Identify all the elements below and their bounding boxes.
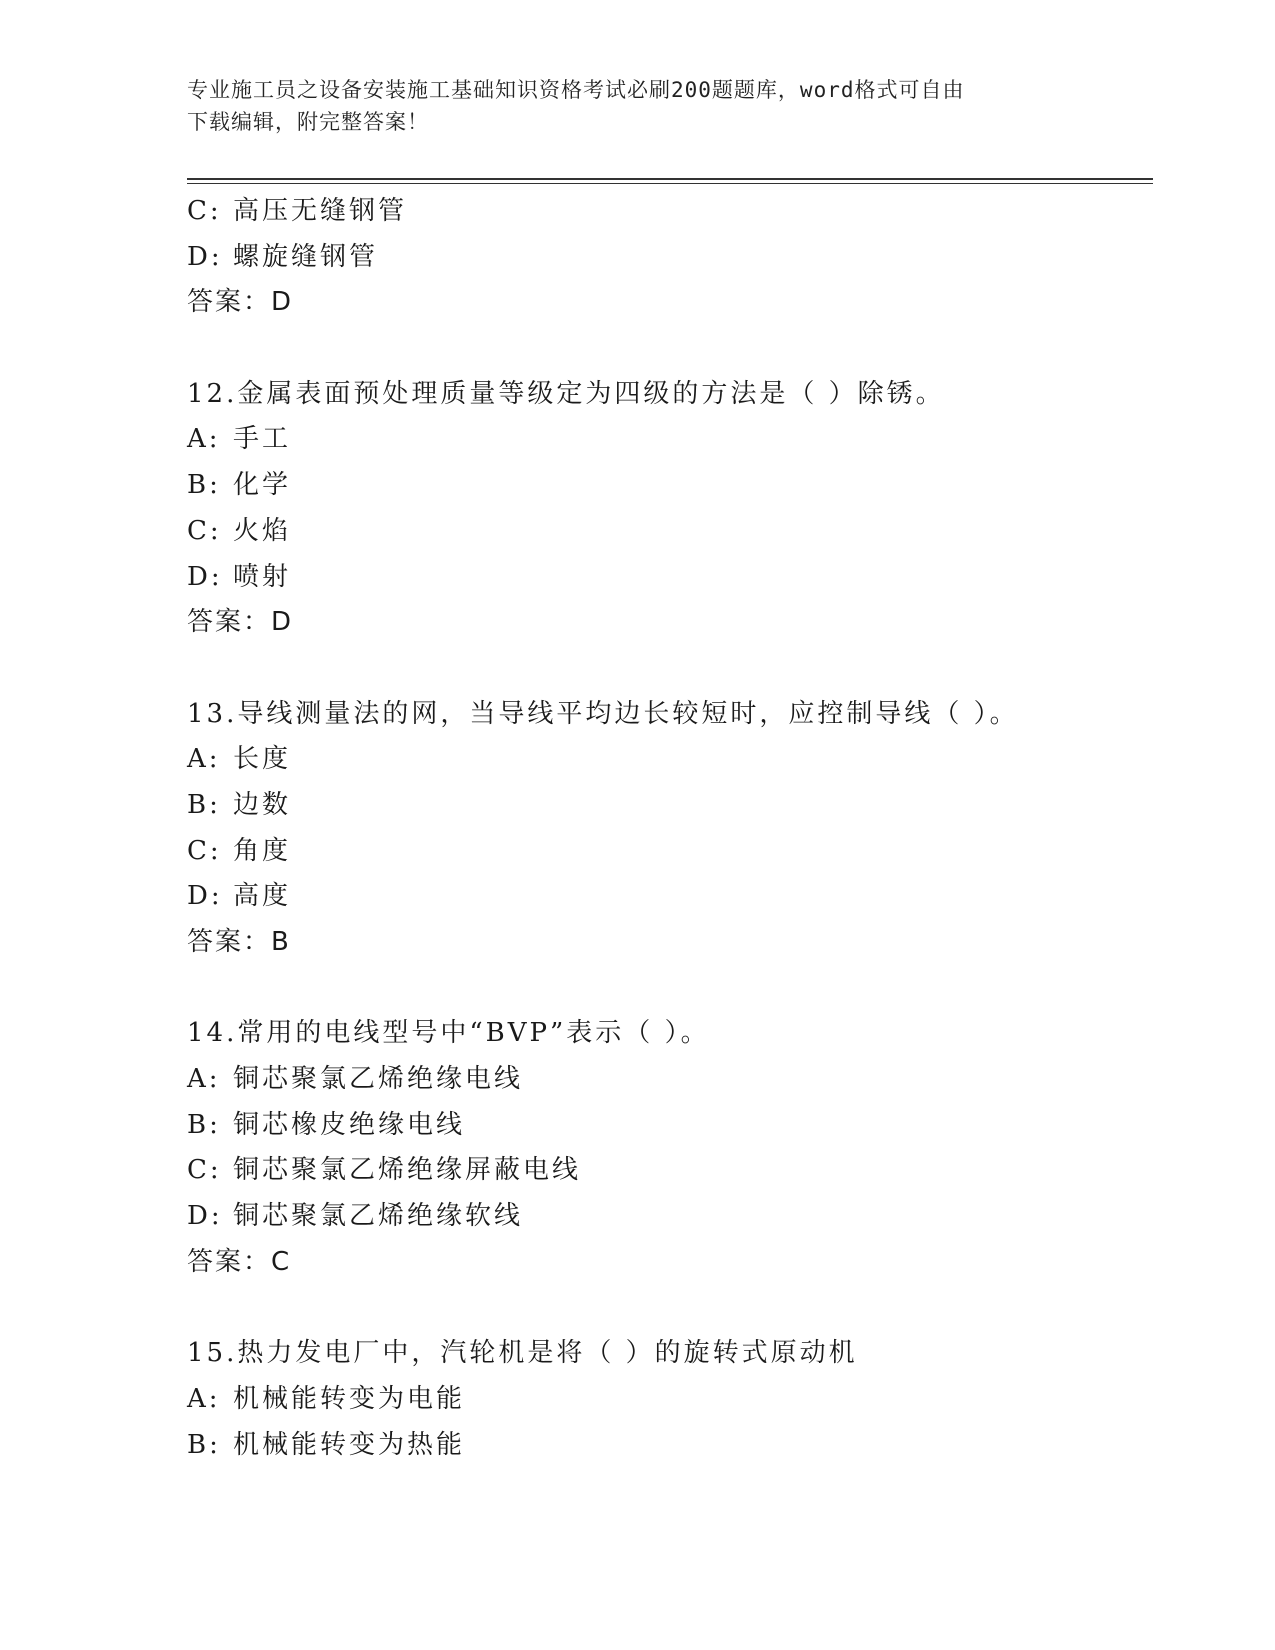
- answer: 答案：C: [187, 1246, 292, 1277]
- option-a: [187, 737, 1153, 783]
- option-c: [187, 189, 1153, 235]
- option-a: [187, 1057, 1153, 1103]
- option-d: [187, 874, 1153, 920]
- question-stem: 13.导线测量法的网，当导线平均边长较短时，应控制导线（ ）。: [187, 698, 1019, 729]
- option-text: 化学: [233, 470, 292, 501]
- answer: 答案：D: [187, 607, 294, 638]
- question-stem: 12.金属表面预处理质量等级定为四级的方法是（ ）除锈。: [187, 378, 945, 409]
- header-line-1: 专业施工员之设备安装施工基础知识资格考试必刷200题题库，word格式可自由: [187, 78, 965, 102]
- option-text: 长度: [233, 744, 292, 775]
- option-c: [187, 509, 1153, 555]
- option-b: [187, 1423, 1153, 1469]
- option-letter: A:: [187, 1383, 221, 1414]
- option-d: [187, 235, 1153, 281]
- header-divider-thick: [187, 178, 1153, 180]
- question-stem: 15.热力发电厂中，汽轮机是将（ ）的旋转式原动机: [187, 1338, 858, 1369]
- option-letter: D:: [187, 561, 223, 592]
- option-letter: A:: [187, 424, 221, 455]
- answer: 答案：B: [187, 927, 291, 957]
- answer: 答案：D: [187, 287, 294, 318]
- option-text: 铜芯橡皮绝缘电线: [233, 1109, 466, 1140]
- option-text: 螺旋缝钢管: [233, 241, 379, 272]
- option-letter: B:: [187, 1109, 221, 1140]
- option-text: 火焰: [233, 515, 292, 546]
- header-divider-thin: [187, 183, 1153, 184]
- option-text: 机械能转变为热能: [233, 1429, 466, 1460]
- spacer: [187, 966, 1153, 1012]
- option-letter: A:: [187, 1064, 221, 1095]
- option-letter: B:: [187, 1429, 221, 1460]
- option-b: [187, 783, 1153, 829]
- spacer: [187, 1286, 1153, 1332]
- spacer: [187, 326, 1153, 372]
- option-text: 高压无缝钢管: [233, 196, 408, 226]
- header-line-2: 下载编辑，附完整答案！: [187, 110, 429, 134]
- option-c: [187, 1148, 1153, 1194]
- option-letter: B:: [187, 470, 221, 501]
- option-letter: D:: [187, 241, 223, 272]
- option-letter: C:: [187, 515, 222, 546]
- option-b: [187, 1103, 1153, 1149]
- option-text: 铜芯聚氯乙烯绝缘软线: [233, 1201, 524, 1232]
- option-letter: C:: [187, 196, 222, 226]
- option-c: [187, 829, 1153, 875]
- option-d: [187, 555, 1153, 601]
- option-letter: D:: [187, 881, 223, 912]
- option-a: [187, 1377, 1153, 1423]
- option-text: 手工: [233, 424, 292, 455]
- document-header: [187, 74, 1087, 138]
- option-d: [187, 1194, 1153, 1240]
- option-text: 铜芯聚氯乙烯绝缘屏蔽电线: [233, 1155, 582, 1186]
- option-letter: D:: [187, 1201, 223, 1232]
- option-text: 边数: [233, 789, 292, 820]
- option-text: 喷射: [233, 561, 292, 592]
- option-letter: C:: [187, 835, 222, 866]
- option-letter: B:: [187, 789, 221, 820]
- option-text: 机械能转变为电能: [233, 1383, 466, 1414]
- option-text: 角度: [233, 835, 292, 866]
- question-list: [187, 189, 1153, 1468]
- option-text: 高度: [233, 881, 292, 912]
- option-text: 铜芯聚氯乙烯绝缘电线: [233, 1064, 524, 1095]
- option-a: [187, 417, 1153, 463]
- question-stem: 14.常用的电线型号中“BVP”表示（ ）。: [187, 1018, 710, 1049]
- option-letter: A:: [187, 744, 221, 775]
- option-b: [187, 463, 1153, 509]
- spacer: [187, 646, 1153, 692]
- option-letter: C:: [187, 1155, 222, 1186]
